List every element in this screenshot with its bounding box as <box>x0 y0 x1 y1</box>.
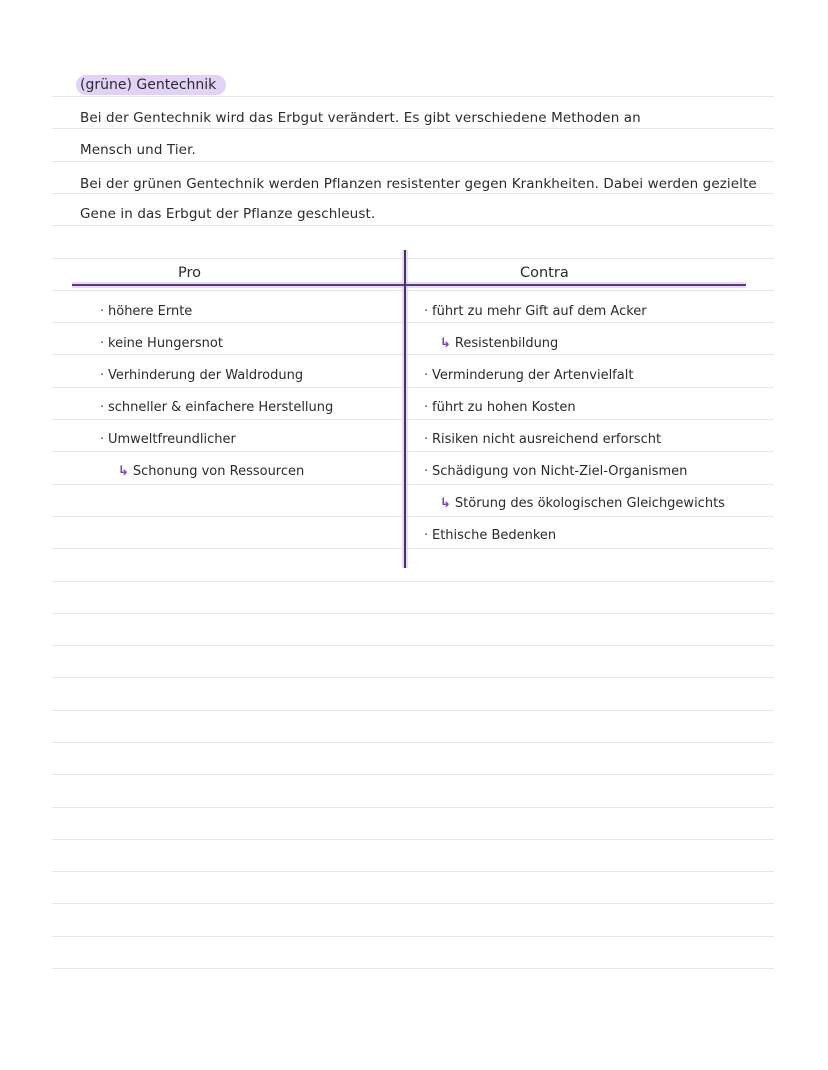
contra-sub-item: ↳ Störung des ökologischen Gleichgewichts <box>440 496 725 511</box>
bullet-dot-icon: · <box>424 368 429 383</box>
ruled-line <box>52 548 774 549</box>
paragraph-line-1: Bei der Gentechnik wird das Erbgut verändert. Es gibt verschiedene Methoden an <box>80 110 641 126</box>
pro-item: · höhere Ernte <box>100 304 193 319</box>
bullet-dot-icon: · <box>100 400 105 415</box>
ruled-line <box>52 968 774 969</box>
pro-item: · Verhinderung der Waldrodung <box>100 368 304 383</box>
ruled-line <box>52 419 774 420</box>
arrow-sub-icon: ↳ <box>118 464 129 479</box>
contra-item: · führt zu hohen Kosten <box>424 400 576 415</box>
contra-item: · Ethische Bedenken <box>424 528 557 543</box>
ruled-line <box>52 613 774 614</box>
ruled-line <box>52 645 774 646</box>
ruled-line <box>52 387 774 388</box>
bullet-dot-icon: · <box>100 304 105 319</box>
ruled-line <box>52 677 774 678</box>
ruled-line <box>52 774 774 775</box>
ruled-line <box>52 322 774 323</box>
ruled-line <box>52 581 774 582</box>
table-divider-line <box>404 250 406 568</box>
contra-item: · Schädigung von Nicht-Ziel-Organismen <box>424 464 688 479</box>
ruled-line <box>52 484 774 485</box>
arrow-sub-icon: ↳ <box>440 496 451 511</box>
pro-item: · Umweltfreundlicher <box>100 432 236 447</box>
ruled-line <box>52 807 774 808</box>
ruled-line <box>52 225 774 226</box>
ruled-line <box>52 96 774 97</box>
bullet-dot-icon: · <box>100 368 105 383</box>
ruled-line <box>52 451 774 452</box>
ruled-line <box>52 710 774 711</box>
pro-sub-item: ↳ Schonung von Ressourcen <box>118 464 305 479</box>
bullet-dot-icon: · <box>424 528 429 543</box>
ruled-line <box>52 742 774 743</box>
bullet-dot-icon: · <box>424 400 429 415</box>
bullet-dot-icon: · <box>424 432 429 447</box>
pro-item: · schneller & einfachere Herstellung <box>100 400 334 415</box>
ruled-line <box>52 516 774 517</box>
ruled-line <box>52 839 774 840</box>
contra-item: · Risiken nicht ausreichend erforscht <box>424 432 662 447</box>
page-title: (grüne) Gentechnik <box>76 75 226 95</box>
contra-item: · Verminderung der Artenvielfalt <box>424 368 634 383</box>
ruled-line <box>52 903 774 904</box>
contra-item: · führt zu mehr Gift auf dem Acker <box>424 304 647 319</box>
bullet-dot-icon: · <box>424 304 429 319</box>
arrow-sub-icon: ↳ <box>440 336 451 351</box>
paragraph-line-2: Mensch und Tier. <box>80 142 196 158</box>
contra-header: Contra <box>520 265 569 281</box>
ruled-line <box>52 354 774 355</box>
ruled-line <box>52 193 774 194</box>
ruled-line <box>52 128 774 129</box>
paragraph-line-4: Gene in das Erbgut der Pflanze geschleust. <box>80 206 376 222</box>
ruled-line <box>52 936 774 937</box>
bullet-dot-icon: · <box>100 432 105 447</box>
pro-header: Pro <box>178 265 202 281</box>
ruled-line <box>52 258 774 259</box>
ruled-line <box>52 871 774 872</box>
ruled-line <box>52 161 774 162</box>
contra-sub-item: ↳ Resistenbildung <box>440 336 559 351</box>
pro-item: · keine Hungersnot <box>100 336 223 351</box>
bullet-dot-icon: · <box>100 336 105 351</box>
paragraph-line-3: Bei der grünen Gentechnik werden Pflanzen resistenter gegen Krankheiten. Dabei werden gezielte <box>80 176 757 192</box>
table-header-line <box>72 284 746 286</box>
ruled-line <box>52 290 774 291</box>
bullet-dot-icon: · <box>424 464 429 479</box>
